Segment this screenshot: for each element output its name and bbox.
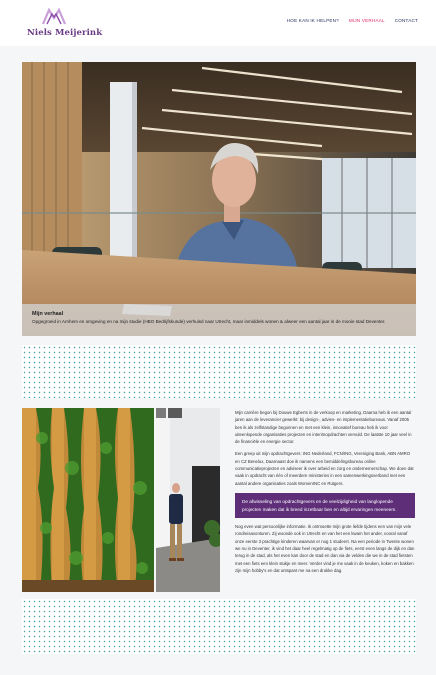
nav-item-mijn-verhaal[interactable]: MIJN VERHAAL bbox=[348, 18, 385, 23]
story-paragraph: Een greep uit mijn opdrachtgevers: ING Nederland, FCN/ING, Vereniging Bank, ABN AMRO en CZ Benelux, Daarnaast doe ik namens een bemiddelingsbureau online communicatieprojecten en adviseer ik over arbeid en zorg en ondernemerschap. We doen dat vaak in opdracht van één of meerdere ministeries in een samenwerkingsverband met een aantal andere organisaties zoals WomenINC en Rutgers. bbox=[235, 451, 414, 486]
logo-text: Niels Meijerink bbox=[27, 28, 103, 38]
plant-wall-image bbox=[22, 408, 154, 592]
walking-man-photo bbox=[156, 408, 220, 592]
hero-caption-title: Mijn verhaal bbox=[32, 311, 64, 317]
logo-mark-icon bbox=[41, 6, 67, 26]
nav-item-contact[interactable]: CONTACT bbox=[394, 18, 418, 23]
story-paragraph: Nog even wat persoonlijke informatie. Ik ontmoette mijn grote liefde tijdens een van mijn vele rondreisavonturen. Zij woonde ook in Utrecht en van het een kwam het ander, vooral vanaf onze eerste 3 prachtige kinderen waarvan er nog 1 studeert. Na een periode in Twente wonen we nu in Deventer, ik vind het daar heel regelmatig op de fiets, eerst even langs de dijk en dan terug in de stad, als het even kan door de stad en dan via de velden die we in de stad fietsten met een fiets een klein stukje en meer. Verder vind je me vaak in de keuken, koken en bakken zijn mijn hobby's en dat ontspant me na een drukke dag. bbox=[235, 524, 415, 573]
plant-wall-photo bbox=[22, 408, 154, 592]
dot-pattern-band bbox=[22, 345, 416, 398]
story-text-column bbox=[235, 409, 415, 579]
walking-man-image bbox=[156, 408, 220, 592]
dot-pattern-band bbox=[22, 599, 416, 654]
site-logo[interactable] bbox=[27, 6, 103, 40]
hero-image bbox=[22, 62, 416, 336]
main-nav bbox=[287, 18, 418, 23]
highlight-quote: De afwisseling van opdrachtgevers en de veelzijdigheid van langlopende projecten maken dat ik breed inzetbaar ben en altijd ervaringen meeneem. bbox=[235, 493, 415, 518]
hero-caption bbox=[22, 304, 416, 336]
site-header bbox=[0, 0, 436, 46]
story-paragraph: Mijn carrière begon bij Douwe Egberts in de verkoop en marketing. Daarna heb ik een aantal jaren aan de leverancier gewerkt: bij design-, advies- en implementatiebureaus. Vanaf 2005 ben ik als zelfstandige begonnen en met een klein, innovatief bureau heb ik voor uiteenlopende organisaties projecten en interimopdrachten vervuld. De laatste 10 jaar veel in de financiële en energie sector. bbox=[235, 410, 412, 445]
nav-item-hoe-kan-ik-helpen[interactable]: HOE KAN IK HELPEN? bbox=[286, 18, 339, 23]
hero-caption-text: Opgegroeid in Arnhem en omgeving en na mijn studie (HBO Bedrijfskunde) verhuisd naar Utrecht, maar inmiddels wonen & alweer een aantal jaar in de mooie stad Deventer. bbox=[32, 319, 386, 324]
hero-photo bbox=[22, 62, 416, 336]
